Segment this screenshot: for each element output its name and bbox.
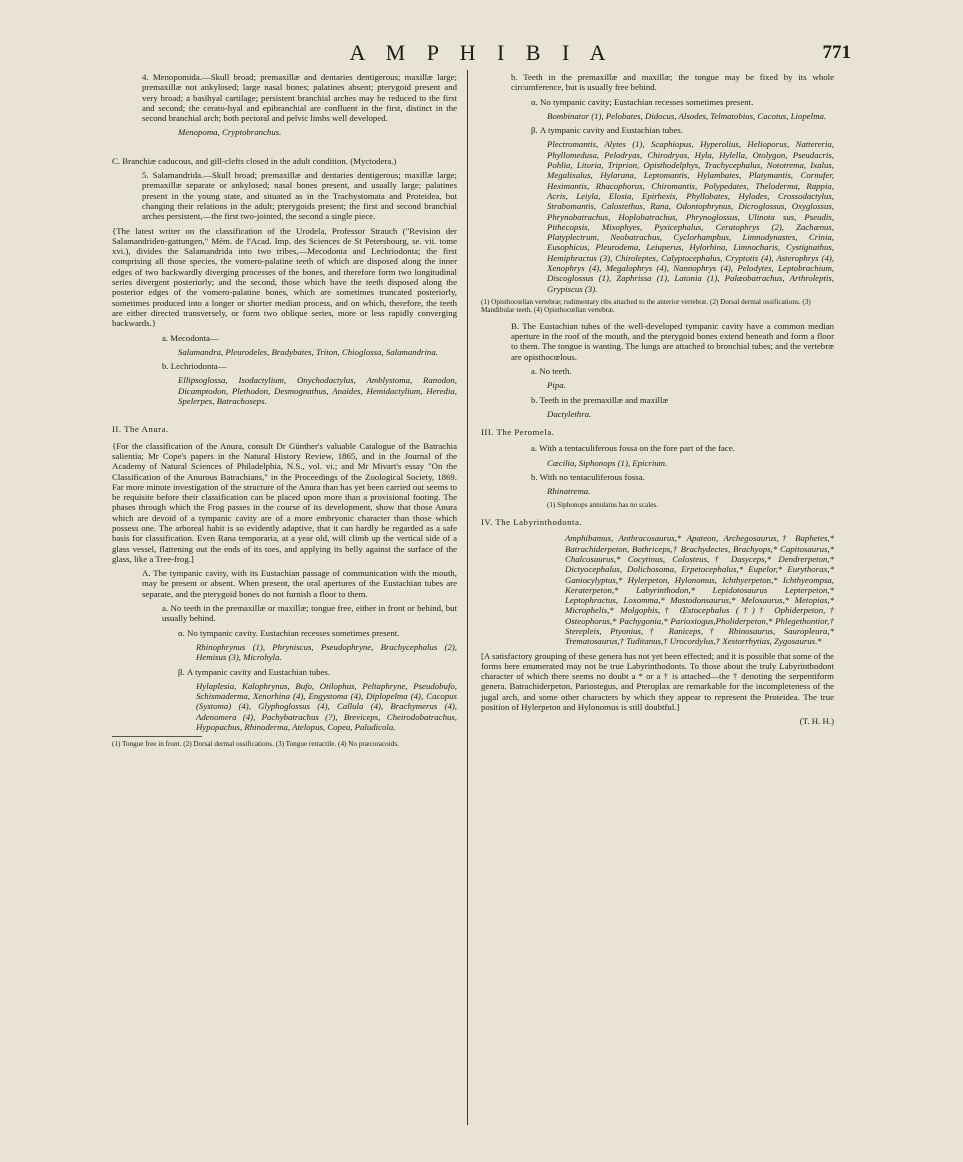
right-tympanic-entry: β. A tympanic cavity and Eustachian tubes.: [531, 125, 684, 136]
pipa-genus: Pipa.: [547, 380, 566, 391]
no-teeth-label: a. No teeth.: [531, 365, 572, 376]
teeth-label: b. Teeth in the premaxillæ and maxillæ: [531, 394, 669, 405]
page-title: A M P H I B I A: [349, 40, 614, 65]
dactylethra-genus: Dactylethra.: [547, 408, 592, 419]
right-no-tympanic-genera: Bombinator (1), Pelobates, Didocus, Alsodes, Telmatobius, Cacotus, Liopelma.: [547, 110, 827, 121]
left-column: [112, 72, 457, 749]
salamandridae-entry: 5. Salamandrida.—Skull broad; premaxillæ and dentaries dentigerous; maxillæ large; premaxillæ separate or ankylosed; nasal bones present, and usually large; palatines present in the young state, and situated as in the Trachystomata and Proteidea, but changing their relations in the adult; pterygoids present; the first and second branchial arches persistent,—the first two-jointed, the second a single piece.: [142, 170, 457, 222]
right-column: [481, 72, 834, 731]
tympanic-cavity-entry: A. The tympanic cavity, with its Eustachian passage of communication with the mouth, may be present or absent. When present, the oral apertures of the Eustachian tubes are separate, and the pterygoid bones do not furnish a floor to them.: [142, 568, 457, 599]
strauch-note: {The latest writer on the classification of the Urodela, Professor Strauch ("Revision der Salamandriden-gattungen," Mém. de l'Acad. Imp. des Sciences de St Petersbourg, se. vii. tome xvi.), divides the Salamandrida into two tribes,—Mecodonta and Lechriodonta; the first comprising all those species, the vomero-palatine teeth of which are disposed along the inner edges of two backwardly diverging processes of the bones, and therefore form two longitudinal series divergent posteriorly; and the second, those which have the teeth disposed along the posterior edges of the vomero-palatine bones, which are sometimes truncated posteriorly, sometimes produced into a longer or shorter median process, and on which, therefore, the teeth are either directed transversely, or form two oblique series, more or less rapidly converging backwards.}: [112, 225, 457, 329]
lechriodonta-label: b. Lechriodonta—: [162, 361, 227, 372]
menopomidae-entry: 4. Menopomida.—Skull broad; premaxillæ and dentaries dentigerous; maxillæ large; premaxillæ not ankylosed; large nasal bones; palatines absent; pterygoid present and very broad; a basihyal cartilage; persistent branchial arches may be reduced to the first and second; the cerato-hyal and epibranchial are confluent in the first, distinct in the second branchial arch; both pectoral and pelvic limbs well developed.: [142, 72, 457, 124]
teeth-premaxillae-entry: b. Teeth in the premaxillæ and maxillæ; the tongue may be fixed by its whole circumference, but is usually free behind.: [511, 72, 834, 93]
no-tympanic-genera: Rhinophrynus (1), Phryniscus, Pseudophryne, Brachycephalus (2), Hemisus (3), Microhyla.: [196, 641, 457, 663]
branchiae-caducous-entry: C. Branchiæ caducous, and gill-clefts closed in the adult condition. (Myctodera.): [112, 155, 397, 166]
no-teeth-entry: a. No teeth in the premaxillæ or maxillæ; tongue free, either in front or behind, but usually behind.: [162, 603, 457, 624]
eustachian-entry: B. The Eustachian tubes of the well-developed tympanic cavity have a common median aperture in the roof of the mouth, and the pterygoid bones extend beneath and form a floor to them. The tongue is wanting. The lungs are attached to bronchial tubes; and the vertebræ are opisthocœlous.: [511, 320, 834, 362]
mecodonta-genera: Salamandra, Pleurodeles, Bradybates, Triton, Chioglossa, Salamandrina.: [178, 346, 438, 357]
section-anura-heading: II. The Anura.: [112, 424, 169, 435]
running-head: [0, 40, 963, 70]
lechriodonta-genera: Ellipsoglossa, Isodactylium, Onychodactylus, Amblystoma, Ranodon, Dicamptodon, Plethodon, Desmognathus, Anaides, Hemidactylium, Heredia, Spelerpes, Batrachoseps.: [178, 375, 457, 407]
mecodonta-label: a. Mecodonta—: [162, 332, 219, 343]
author-signature: (T. H. H.): [799, 716, 834, 727]
menopomidae-genera: Menopoma, Cryptobranchus.: [178, 127, 282, 138]
column-divider: [467, 70, 468, 1125]
anura-note: {For the classification of the Anura, consult Dr Günther's valuable Catalogue of the Batrachia salientia; Mr Cope's papers in the Natural History Review, 1865, and in the Journal of the Academy of Natural Sciences of Philadelphia, N.S., vol. vi.; and Mr Mivart's essay "On the Classification of the Anurous Batrachians," in the Proceedings of the Zoological Society, 1869. Far more minute investigation of the structure of the Anura than has yet been carried out seems to be requisite before their classification can be placed upon more than a provisional footing. The phases through which the Frog passes in the course of its development, show that those Anura which are devoid of a tympanic cavity are of a more embryonic character than those which possess one. The arboreal habit is so evidently adaptive, that it can hardly be regarded as a safe basis for classification. Even Rana temporaria, at a year old, will climb up the vertical side of a glass vessel, flattening out the ends of its toes, and applying its belly against the surface of the glass, like a Tree-frog.]: [112, 440, 457, 564]
tympanic-present-genera: Hylaplesia, Kalophrynus, Bufo, Otilophus, Peltaphryne, Pseudobufo, Schismaderma, Xenorhina (4), Engystoma (4), Diplopelma (4), Cacopus (Systoma) (4), Glyphoglossus (4), Callula (4), Brachymerus (4), Adenomera (4), Pachybatrachus (?), Breviceps, Cheirodobatrachus, Hypopachus, Rhinoderma, Atelopus, Copea, Paludicola.: [196, 680, 457, 733]
no-tentaculiferous-entry: b. With no tentaculiferous fossa.: [531, 472, 645, 483]
closing-note: [A satisfactory grouping of these genera has not yet been effected; and it is possible that some of the forms here enumerated may not be true Labyrinthodonts. To those about the truly Labyrinthodont character of which there seems no doubt a * or a † is attached—the † denoting the serpentiform genera. Batrachiderpeton, Pariostegus, and Pteroplax are remarkable for the incompleteness of the jugal arch, and some other characters by which they appear to represent the Proteidea. The true position of Hylerpeton and Hylonomus is still doubtful.]: [481, 650, 834, 713]
tentaculiferous-genera: Cæcilia, Siphonops (1), Epicrium.: [547, 457, 668, 468]
tentaculiferous-entry: a. With a tentaculiferous fossa on the fore part of the face.: [531, 443, 735, 454]
tympanic-present-entry: β. A tympanic cavity and Eustachian tubes.: [178, 666, 331, 677]
right-footnote: (1) Opisthocœlian vertebræ; rudimentary ribs attached to the anterior vertebræ. (2) Dorsal dermal ossifications. (3) Mandibular teeth. (4) Opisthocœlian vertebræ.: [481, 297, 811, 315]
left-footnote: (1) Tongue free in front. (2) Dorsal dermal ossifications. (3) Tongue retractile. (4) No præcoracoids.: [112, 740, 399, 749]
section-labyrinthodonta-heading: IV. The Labyrinthodonta.: [481, 517, 583, 528]
page-number: 771: [822, 42, 851, 63]
section-peromela-heading: III. The Peromela.: [481, 427, 555, 438]
peromela-footnote: (1) Siphonops annulatus has no scales.: [547, 500, 658, 509]
labyrinthodonta-genera: Amphibamus, Anthracosaurus,* Apateon, Archegosaurus,† Baphetes,* Batrachiderpeton, Bothriceps,† Brachydectes, Brachyops,* Capitosaurus,* Chalcosaurus,* Cocytinus, Colosteus,† Dasyceps,* Dendrerpeton,* Dictyocephalus, Dolichosoma, Erpetocephalus,* Eupelor,* Eurythorax,* Ganiocylyptus,* Hylerpeton, Hylonomus, Ichthyerpeton,* Ichthyeompsa, Keraterpeton,* Labyrinthodon,* Lepidotosaurus Lepterpeton,* Leptophractus, Loxomma,* Mastodonsaurus,* Melosaurus,* Metopias,* Microphelis,* Molgophis,† Œstocephalus (†)† Ophiderpeton,† Osteophorus,* Pachygonia,* Parioxiogus,Pholiderpeton,* Phlegethontior,† Sterepleis, Ptyonius,† Raniceps,† Rhinosaurus, Sauropleura,* Trematosaurus,† Tuditanus,† Urocordylus,† Xestorrhytias, Zygosaurus.*: [565, 533, 834, 647]
rhinatrema-genus: Rhinatrema.: [547, 486, 591, 497]
right-no-tympanic-entry: α. No tympanic cavity; Eustachian recesses sometimes present.: [531, 96, 754, 107]
no-tympanic-entry: α. No tympanic cavity. Eustachian recesses sometimes present.: [178, 627, 400, 638]
right-tympanic-genera: Plectromantis, Alytes (1), Scaphiopus, Hyperolius, Helioporus, Nattereria, Phyllomedusa, Pelodryas, Chirodryas, Hyla, Hylella, Otolygon, Pseudacris, Pohlia, Litoria, Triprion, Opisthodelphys, Trachycephalus, Nototrema, Ixalus, Megalixalus, Hylarana, Leptomantis, Hylambates, Platymantis, Cornufer, Heximantis, Rhacophorus, Chiromantis, Polypedates, Theloderma, Rappia, Acris, Leiyla, Elosia, Epirhexis, Phyllobates, Hylodes, Crossodactylus, Strabomantis, Calostethus, Rana, Odontophrynus, Dicroglossus, Oxyglossus, Phrynobatrachus, Hoplobatrachus, Phrynoglossus, Ulinota sus, Pseudis, Pithecopsis, Mixophyes, Pyxicephalus, Ceratophrys (2), Zachænus, Platyplectrum, Neobatrachus, Cyclorhamphus, Limnodynastes, Crinia, Eusophicus, Pleurodema, Leiuperus, Hylorhina, Limnocharis, Cystignathus, Hemiphractus (3), Chiroleptes, Calyptocephalus, Cryptotis (4), Asterophrys (4), Xenophrys (4), Megalophrys (4), Nannophrys (4), Pelodytes, Leptobrachium, Discoglossus (1), Zaphrissa (1), Latonia (1), Palæobatrachus, Arthroleptis, Grypiscus (3).: [547, 139, 834, 294]
